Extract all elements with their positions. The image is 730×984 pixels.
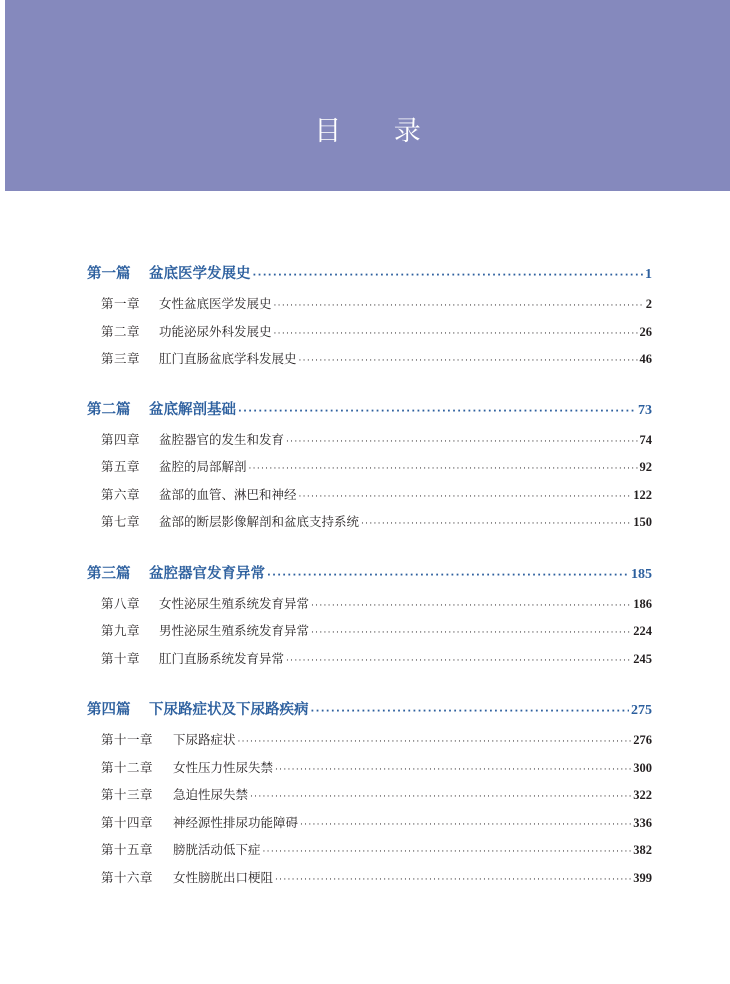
chapter-number: 第九章 (101, 623, 141, 638)
toc-chapter-entry[interactable] (101, 617, 652, 645)
dot-leader (311, 620, 631, 648)
chapter-title: 肛门直肠盆底学科发展史 (159, 351, 297, 366)
chapter-page: 276 (633, 733, 652, 747)
chapter-number: 第三章 (101, 351, 141, 366)
toc-chapter-entry[interactable] (101, 590, 652, 618)
toc-chapter-entry[interactable] (101, 864, 652, 892)
part-number: 第二篇 (87, 400, 131, 418)
chapter-page: 74 (639, 432, 652, 447)
toc-chapter-entry[interactable] (101, 836, 652, 864)
dot-leader (238, 729, 632, 757)
chapter-number: 第十一章 (101, 732, 154, 747)
dot-leader (286, 648, 631, 676)
chapter-number: 第十二章 (101, 759, 154, 775)
chapter-number: 第二章 (101, 323, 141, 339)
toc-part (0, 258, 730, 373)
part-page: 275 (631, 703, 652, 718)
chapter-title: 女性泌尿生殖系统发育异常 (159, 595, 310, 611)
dot-leader (274, 293, 644, 321)
chapter-title: 男性泌尿生殖系统发育异常 (159, 623, 310, 638)
chapter-page: 336 (633, 815, 652, 830)
chapter-title: 女性压力性尿失禁 (173, 759, 274, 775)
chapter-title: 膀胱活动低下症 (173, 842, 261, 857)
chapter-title: 盆腔器官的发生和发育 (159, 431, 285, 447)
part-page: 185 (631, 566, 652, 582)
dot-leader (361, 511, 631, 539)
chapter-title: 下尿路症状 (173, 732, 236, 747)
page-title: 目 录 (314, 116, 443, 147)
chapter-title: 盆部的断层影像解剖和盆底支持系统 (159, 514, 360, 529)
chapter-page: 224 (633, 624, 652, 638)
toc-chapter-entry[interactable] (101, 481, 652, 509)
toc-part (0, 394, 730, 536)
dot-leader (253, 260, 644, 292)
toc-chapter-entry[interactable] (101, 781, 652, 809)
dot-leader (275, 757, 631, 785)
toc-chapter-entry[interactable] (101, 290, 652, 318)
chapter-title: 女性膀胱出口梗阻 (173, 869, 274, 885)
chapter-number: 第十五章 (101, 842, 154, 857)
part-page: 73 (638, 402, 652, 418)
dot-leader (299, 348, 638, 376)
chapter-number: 第五章 (101, 459, 141, 474)
dot-leader (250, 784, 631, 812)
part-number: 第三篇 (87, 564, 131, 582)
dot-leader (286, 429, 637, 457)
chapter-page: 46 (639, 352, 652, 366)
chapter-title: 功能泌尿外科发展史 (159, 323, 272, 339)
chapter-number: 第六章 (101, 486, 141, 502)
chapter-title: 盆部的血管、淋巴和神经 (159, 486, 297, 502)
dot-leader (274, 321, 638, 349)
part-title: 下尿路症状及下尿路疾病 (149, 701, 309, 718)
toc-chapter-entry[interactable] (101, 726, 652, 754)
chapter-page: 92 (639, 460, 652, 474)
chapter-page: 399 (633, 870, 652, 885)
chapter-number: 第十三章 (101, 787, 154, 802)
toc-chapter-entry[interactable] (101, 318, 652, 346)
chapter-title: 盆腔的局部解剖 (159, 459, 247, 474)
chapter-page: 122 (633, 487, 652, 502)
chapter-page: 150 (633, 515, 652, 529)
chapter-number: 第七章 (101, 514, 141, 529)
dot-leader (249, 456, 638, 484)
dot-leader (238, 396, 636, 428)
part-title: 盆腔器官发育异常 (149, 564, 265, 582)
part-title: 盆底解剖基础 (149, 400, 236, 418)
chapter-page: 26 (639, 324, 652, 339)
dot-leader (267, 560, 629, 592)
part-page: 1 (645, 267, 652, 282)
dot-leader (275, 867, 631, 895)
chapter-title: 肛门直肠系统发育异常 (159, 650, 285, 666)
toc-part-entry[interactable] (87, 694, 652, 726)
chapter-number: 第一章 (101, 296, 141, 311)
chapter-page: 300 (633, 760, 652, 775)
chapter-title: 女性盆底医学发展史 (159, 296, 272, 311)
toc-chapter-entry[interactable] (101, 453, 652, 481)
toc-chapter-entry[interactable] (101, 426, 652, 454)
chapter-title: 神经源性排尿功能障碍 (173, 814, 299, 830)
dot-leader (311, 593, 631, 621)
toc-part-entry[interactable] (87, 258, 652, 290)
toc-part-entry[interactable] (87, 558, 652, 590)
chapter-number: 第十六章 (101, 869, 154, 885)
table-of-contents (0, 258, 730, 912)
chapter-page: 2 (645, 297, 652, 311)
toc-chapter-entry[interactable] (101, 645, 652, 673)
toc-part (0, 558, 730, 673)
chapter-number: 第八章 (101, 595, 141, 611)
dot-leader (299, 484, 632, 512)
dot-leader (311, 696, 630, 728)
toc-chapter-entry[interactable] (101, 809, 652, 837)
toc-chapter-entry[interactable] (101, 754, 652, 782)
chapter-page: 245 (633, 651, 652, 666)
toc-part-entry[interactable] (87, 394, 652, 426)
part-number: 第一篇 (87, 265, 131, 282)
chapter-page: 382 (633, 843, 652, 857)
dot-leader (300, 812, 631, 840)
toc-chapter-entry[interactable] (101, 345, 652, 373)
chapter-page: 186 (633, 596, 652, 611)
toc-part (0, 694, 730, 891)
header-band (5, 0, 730, 191)
part-title: 盆底医学发展史 (149, 265, 251, 282)
chapter-page: 322 (633, 788, 652, 802)
chapter-number: 第四章 (101, 431, 141, 447)
chapter-title: 急迫性尿失禁 (173, 787, 249, 802)
chapter-number: 第十四章 (101, 814, 154, 830)
toc-chapter-entry[interactable] (101, 508, 652, 536)
part-number: 第四篇 (87, 701, 131, 718)
dot-leader (263, 839, 632, 867)
chapter-number: 第十章 (101, 650, 141, 666)
